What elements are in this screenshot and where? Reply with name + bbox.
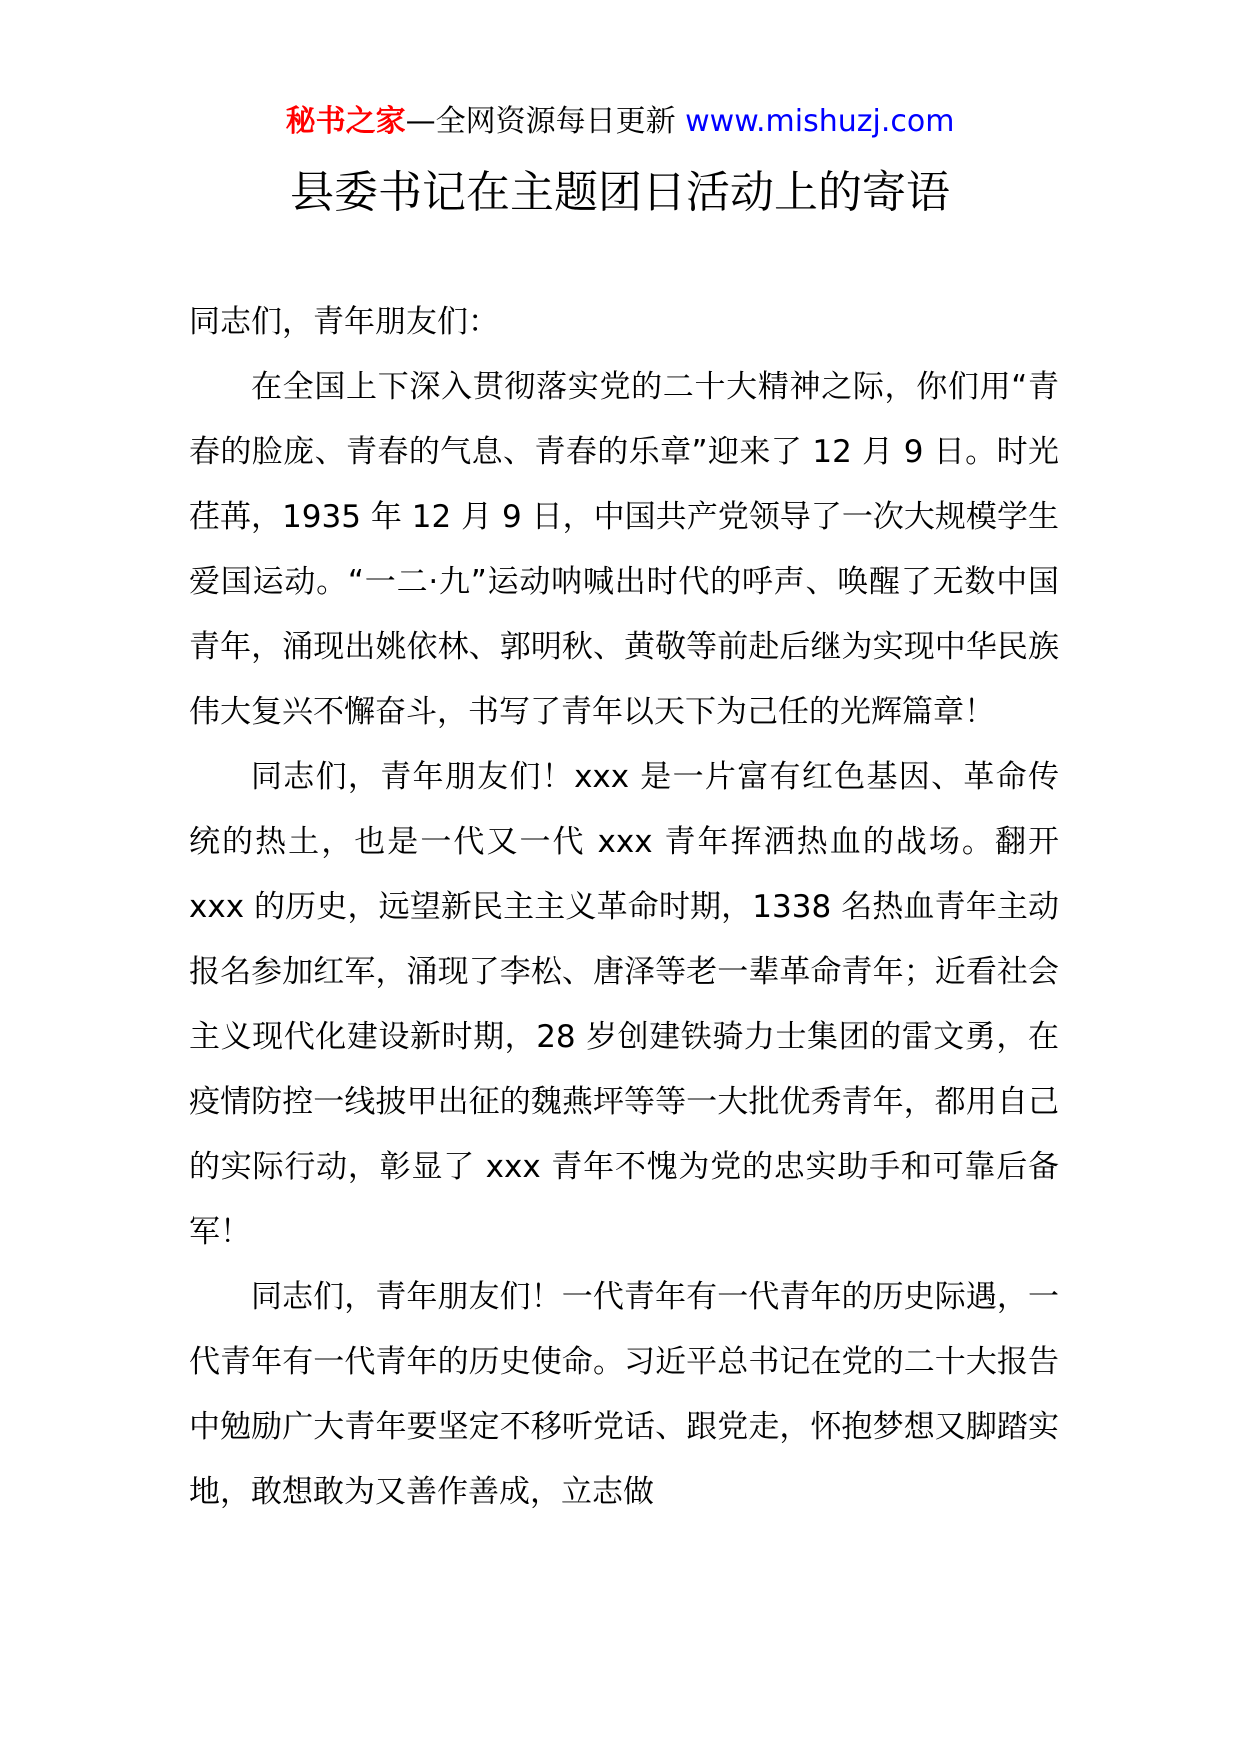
paragraph-2: 同志们，青年朋友们！xxx 是一片富有红色基因、革命传统的热土，也是一代又一代 xxx 青年挥洒热血的战场。翻开 xxx 的历史，远望新民主主义革命时期，1338 名热血青年主动报名参加红军，涌现了李松、唐泽等老一辈革命青年；近看社会主义现代化建设新时期，28 岁创建铁骑力士集团的雷文勇，在疫情防控一线披甲出征的魏燕坪等等一大批优秀青年，都用自己的实际行动，彰显了 xxx 青年不愧为党的忠实助手和可靠后备军！ (189, 759, 1059, 1250)
salutation: 同志们，青年朋友们： (189, 304, 499, 340)
site-url-link[interactable]: www.mishuzj.com (685, 104, 955, 139)
header-tagline: —全网资源每日更新 (405, 104, 686, 139)
site-header (0, 100, 1240, 144)
document-title: 县委书记在主题团日活动上的寄语 (290, 167, 950, 218)
brand-name: 秘书之家 (285, 104, 406, 139)
document-body (189, 290, 1059, 1525)
paragraph-1: 在全国上下深入贯彻落实党的二十大精神之际，你们用“青春的脸庞、青春的气息、青春的乐章”迎来了 12 月 9 日。时光荏苒，1935 年 12 月 9 日，中国共产党领导了一次大规模学生爱国运动。“一二·九”运动呐喊出时代的呼声、唤醒了无数中国青年，涌现出姚依林、郭明秋、黄敬等前赴后继为实现中华民族伟大复兴不懈奋斗，书写了青年以天下为己任的光辉篇章！ (189, 369, 1059, 730)
paragraph-3: 同志们，青年朋友们！一代青年有一代青年的历史际遇，一代青年有一代青年的历史使命。习近平总书记在党的二十大报告中勉励广大青年要坚定不移听党话、跟党走，怀抱梦想又脚踏实地，敢想敢为又善作善成，立志做 (189, 1279, 1059, 1510)
